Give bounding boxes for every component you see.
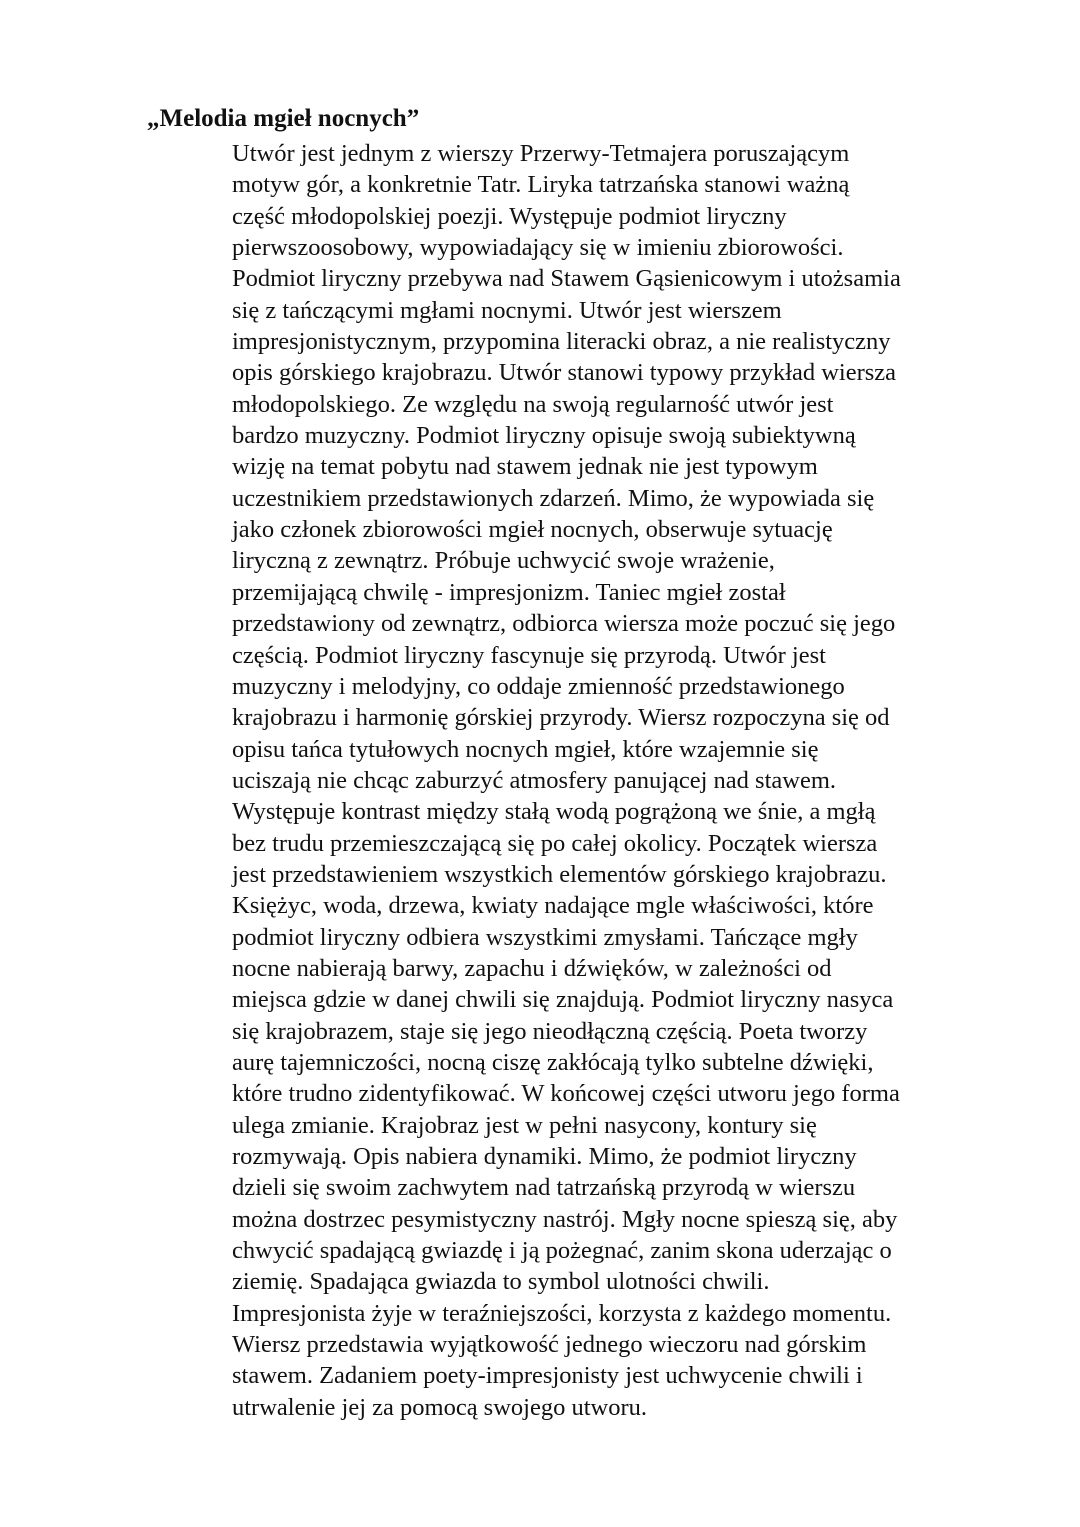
- paragraph-line: chwycić spadającą gwiazdę i ją pożegnać, zanim skona uderzając o: [232, 1237, 892, 1265]
- paragraph-line: opisu tańca tytułowych nocnych mgieł, które wzajemnie się: [232, 735, 819, 763]
- paragraph-line: opis górskiego krajobrazu. Utwór stanowi typowy przykład wiersza: [232, 359, 897, 387]
- paragraph-line: rozmywają. Opis nabiera dynamiki. Mimo, że podmiot liryczny: [232, 1143, 857, 1170]
- paragraph-line: miejsca gdzie w danej chwili się znajdują. Podmiot liryczny nasyca: [232, 986, 894, 1014]
- body-paragraph: [232, 138, 901, 1423]
- paragraph-line: się z tańczącymi mgłami nocnymi. Utwór jest wierszem: [232, 296, 782, 324]
- paragraph-line: uciszają nie chcąc zaburzyć atmosfery panującej nad stawem.: [232, 766, 837, 794]
- paragraph-line: uczestnikiem przedstawionych zdarzeń. Mimo, że wypowiada się: [232, 484, 875, 512]
- paragraph-line: krajobrazu i harmonię górskiej przyrody. Wiersz rozpoczyna się od: [232, 704, 890, 732]
- paragraph-line: muzyczny i melodyjny, co oddaje zmienność przedstawionego: [232, 672, 845, 700]
- paragraph-line: przemijającą chwilę - impresjonizm. Taniec mgieł został: [232, 578, 786, 606]
- paragraph-line: częścią. Podmiot liryczny fascynuje się przyrodą. Utwór jest: [232, 641, 826, 669]
- paragraph-line: wizję na temat pobytu nad stawem jednak nie jest typowym: [232, 453, 818, 481]
- paragraph-line: przedstawiony od zewnątrz, odbiorca wiersza może poczuć się jego: [232, 610, 896, 638]
- paragraph-line: stawem. Zadaniem poety-impresjonisty jest uchwycenie chwili i: [232, 1362, 863, 1390]
- paragraph-line: Wiersz przedstawia wyjątkowość jednego wieczoru nad górskim: [232, 1331, 867, 1359]
- paragraph-line: część młodopolskiej poezji. Występuje podmiot liryczny: [232, 202, 787, 230]
- paragraph-line: młodopolskiego. Ze względu na swoją regularność utwór jest: [232, 390, 834, 418]
- paragraph-line: ulega zmianie. Krajobraz jest w pełni nasycony, kontury się: [232, 1111, 817, 1139]
- paragraph-line: liryczną z zewnątrz. Próbuje uchwycić swoje wrażenie,: [232, 547, 775, 575]
- paragraph-line: Impresjonista żyje w teraźniejszości, korzysta z każdego momentu.: [232, 1299, 892, 1327]
- paragraph-line: można dostrzec pesymistyczny nastrój. Mgły nocne spieszą się, aby: [232, 1205, 898, 1233]
- paragraph-line: się krajobrazem, staje się jego nieodłączną częścią. Poeta tworzy: [232, 1017, 868, 1045]
- paragraph-line: które trudno zidentyfikować. W końcowej części utworu jego forma: [232, 1080, 900, 1108]
- paragraph-line: impresjonistycznym, przypomina literacki obraz, a nie realistyczny: [232, 328, 891, 356]
- paragraph-line: Utwór jest jednym z wierszy Przerwy-Tetmajera poruszającym: [232, 140, 850, 167]
- paragraph-line: nocne nabierają barwy, zapachu i dźwięków, w zależności od: [232, 954, 832, 982]
- paragraph-line: dzieli się swoim zachwytem nad tatrzańską przyrodą w wierszu: [232, 1174, 856, 1202]
- paragraph-line: jest przedstawieniem wszystkich elementów górskiego krajobrazu.: [232, 860, 887, 888]
- document-title: „Melodia mgieł nocnych”: [147, 105, 420, 132]
- paragraph-line: jako członek zbiorowości mgieł nocnych, obserwuje sytuację: [232, 516, 833, 544]
- paragraph-line: Podmiot liryczny przebywa nad Stawem Gąsienicowym i utożsamia: [232, 265, 901, 293]
- paragraph-line: podmiot liryczny odbiera wszystkimi zmysłami. Tańczące mgły: [232, 923, 858, 951]
- paragraph-line: bez trudu przemieszczającą się po całej okolicy. Początek wiersza: [232, 829, 878, 857]
- paragraph-line: Księżyc, woda, drzewa, kwiaty nadające mgle właściwości, które: [232, 892, 874, 920]
- paragraph-line: utrwalenie jej za pomocą swojego utworu.: [232, 1393, 648, 1421]
- paragraph-line: bardzo muzyczny. Podmiot liryczny opisuje swoją subiektywną: [232, 422, 856, 450]
- paragraph-line: pierwszoosobowy, wypowiadający się w imieniu zbiorowości.: [232, 234, 844, 262]
- paragraph-line: motyw gór, a konkretnie Tatr. Liryka tatrzańska stanowi ważną: [232, 171, 850, 199]
- paragraph-line: aurę tajemniczości, nocną ciszę zakłócają tylko subtelne dźwięki,: [232, 1048, 874, 1076]
- paragraph-line: ziemię. Spadająca gwiazda to symbol ulotności chwili.: [232, 1268, 770, 1296]
- paragraph-line: Występuje kontrast między stałą wodą pogrążoną we śnie, a mgłą: [232, 798, 876, 826]
